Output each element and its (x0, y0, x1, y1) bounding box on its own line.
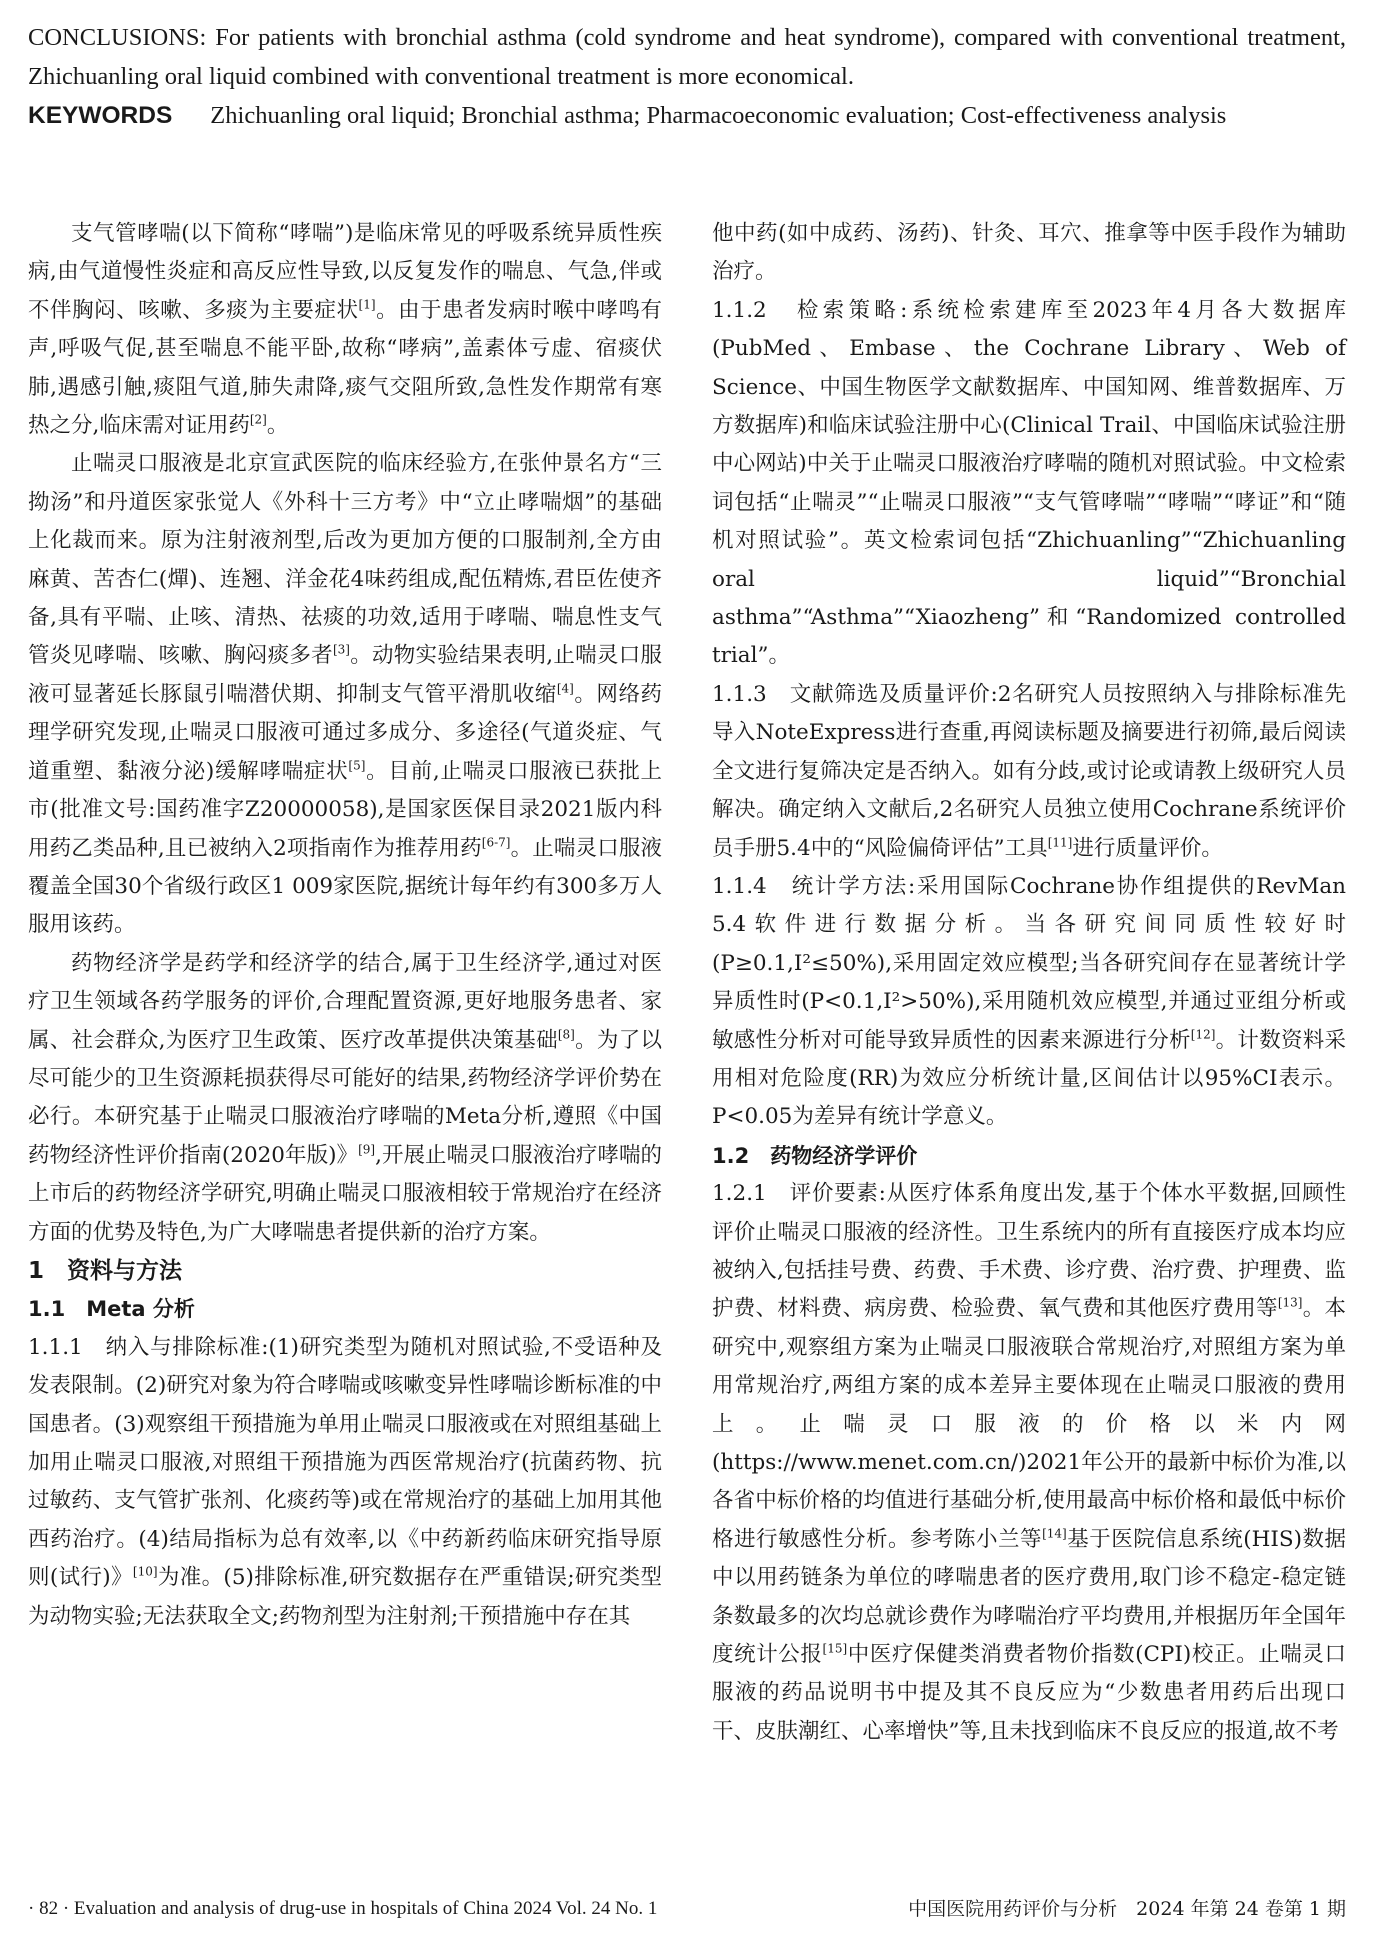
footer-journal-cn: 中国医院用药评价与分析 2024 年第 24 卷第 1 期 (908, 1898, 1346, 1920)
section-heading-1: 1 资料与方法 (28, 1257, 183, 1284)
keywords-line (28, 96, 1346, 135)
footer-journal-en: · 82 · Evaluation and analysis of drug-use in hospitals of China 2024 Vol. 24 No. 1 (28, 1898, 658, 1919)
citation: [13] (1277, 1295, 1303, 1310)
section-1-1-1: 1.1.1 纳入与排除标准:(1)研究类型为随机对照试验,不受语种及发表限制。(2)研究对象为符合哮喘或咳嗽变异性哮喘诊断标准的中国患者。(3)观察组干预措施为单用止喘灵口服液或在对照组基础上加用止喘灵口服液,对照组干预措施为西医常规治疗(抗菌药物、抗过敏药、支气管扩张剂、化痰药等)或在常规治疗的基础上加用其他西药治疗。(4)结局指标为总有效率,以《中药新药临床研究指导原则(试行)》[10]为准。(5)排除标准,研究数据存在严重错误;研究类型为动物实验;无法获取全文;药物剂型为注射剂;干预措施中存在其 (28, 1334, 662, 1629)
conclusions-text: CONCLUSIONS: For patients with bronchial asthma (cold syndrome and heat syndrome), compared with conventional treatment, Zhichuanling oral liquid combined with conventional treatment is more economical. (28, 24, 1346, 90)
intro-paragraph-1: 支气管哮喘(以下简称“哮喘”)是临床常见的呼吸系统异质性疾病,由气道慢性炎症和高反应性导致,以反复发作的喘息、气急,伴或不伴胸闷、咳嗽、多痰为主要症状[1]。由于患者发病时喉中哮鸣有声,呼吸气促,甚至喘息不能平卧,故称“哮病”,盖素体亏虚、宿痰伏肺,遇感引触,痰阻气道,肺失肃降,痰气交阻所致,急性发作期常有寒热之分,临床需对证用药[2]。 (28, 221, 662, 439)
citation: [9] (358, 1142, 376, 1157)
citation: [8] (557, 1027, 575, 1042)
citation: [2] (249, 412, 267, 427)
section-1-1-3: 1.1.3 文献筛选及质量评价:2名研究人员按照纳入与排除标准先导入NoteExpress进行查重,再阅读标题及摘要进行初筛,最后阅读全文进行复筛决定是否纳入。如有分歧,或讨论或请教上级研究人员解决。确定纳入文献后,2名研究人员独立使用Cochrane系统评价员手册5.4中的“风险偏倚评估”工具[11]进行质量评价。 (712, 681, 1346, 861)
section-heading-1-1: 1.1 Meta 分析 (28, 1297, 195, 1322)
citation: [3] (332, 643, 350, 658)
intro-paragraph-3: 药物经济学是药学和经济学的结合,属于卫生经济学,通过对医疗卫生领域各药学服务的评价,合理配置资源,更好地服务患者、家属、社会群众,为医疗卫生政策、医疗改革提供决策基础[8]。为了以尽可能少的卫生资源耗损获得尽可能好的结果,药物经济学评价势在必行。本研究基于止喘灵口服液治疗哮喘的Meta分析,遵照《中国药物经济性评价指南(2020年版)》[9],开展止喘灵口服液治疗哮喘的上市后的药物经济学研究,明确止喘灵口服液相较于常规治疗在经济方面的优势及特色,为广大哮喘患者提供新的治疗方案。 (28, 950, 662, 1245)
abstract-block (28, 18, 1346, 135)
citation: [5] (348, 758, 366, 773)
section-heading-1-2: 1.2 药物经济学评价 (712, 1143, 918, 1168)
citation: [15] (822, 1641, 848, 1656)
citation: [1] (358, 297, 376, 312)
right-column (712, 215, 1346, 1751)
section-1-2-1: 1.2.1 评价要素:从医疗体系角度出发,基于个体水平数据,回顾性评价止喘灵口服液的经济性。卫生系统内的所有直接医疗成本均应被纳入,包括挂号费、药费、手术费、诊疗费、治疗费、护理费、监护费、材料费、病房费、检验费、氧气费和其他医疗费用等[13]。本研究中,观察组方案为止喘灵口服液联合常规治疗,对照组方案为单用常规治疗,两组方案的成本差异主要体现在止喘灵口服液的费用上。止喘灵口服液的价格以米内网(https://www.menet.com.cn/)2021年公开的最新中标价为准,以各省中标价格的均值进行基础分析,使用最高中标价格和最低中标价格进行敏感性分析。参考陈小兰等[14]基于医院信息系统(HIS)数据中以用药链条为单位的哮喘患者的医疗费用,取门诊不稳定-稳定链条数最多的次均总就诊费作为哮喘治疗平均费用,并根据历年全国年度统计公报[15]中医疗保健类消费者物价指数(CPI)校正。止喘灵口服液的药品说明书中提及其不良反应为“少数患者用药后出现口干、皮肤潮红、心率增快”等,且未找到临床不良反应的报道,故不考 (712, 1181, 1346, 1744)
continued-paragraph: 他中药(如中成药、汤药)、针灸、耳穴、推拿等中医手段作为辅助治疗。 (712, 221, 1346, 285)
section-1-1-2: 1.1.2 检索策略:系统检索建库至2023年4月各大数据库(PubMed、Embase、the Cochrane Library、Web of Science、中国生物医学文献数据库、中国知网、维普数据库、万方数据库)和临床试验注册中心(Clinical Trail、中国临床试验注册中心网站)中关于止喘灵口服液治疗哮喘的随机对照试验。中文检索词包括“止喘灵”“止喘灵口服液”“支气管哮喘”“哮喘”“哮证”和“随机对照试验”。英文检索词包括“Zhichuanling”“Zhichuanling oral liquid”“Bronchial asthma”“Asthma”“Xiaozheng”和“Randomized controlled trial”。 (712, 297, 1346, 669)
citation: [4] (556, 681, 574, 696)
citation: [10] (132, 1564, 158, 1579)
citation: [6-7] (481, 835, 511, 850)
section-1-1-4: 1.1.4 统计学方法:采用国际Cochrane协作组提供的RevMan 5.4软件进行数据分析。当各研究间同质性较好时(P≥0.1,I²≤50%),采用固定效应模型;当各研究间存在显著统计学异质性时(P<0.1,I²>50%),采用随机效应模型,并通过亚组分析或敏感性分析对可能导致异质性的因素来源进行分析[12]。计数资料采用相对危险度(RR)为效应分析统计量,区间估计以95%CI表示。P<0.05为差异有统计学意义。 (712, 873, 1346, 1130)
left-column (28, 215, 662, 1636)
citation: [14] (1042, 1526, 1067, 1541)
keywords-label: KEYWORDS (28, 102, 173, 129)
citation: [11] (1047, 835, 1073, 850)
keywords-text: Zhichuanling oral liquid; Bronchial asthma; Pharmacoeconomic evaluation; Cost-effectiveness analysis (210, 102, 1227, 129)
intro-paragraph-2: 止喘灵口服液是北京宣武医院的临床经验方,在张仲景名方“三拗汤”和丹道医家张觉人《外科十三方考》中“立止哮喘烟”的基础上化裁而来。原为注射液剂型,后改为更加方便的口服制剂,全方由麻黄、苦杏仁(燀)、连翘、洋金花4味药组成,配伍精炼,君臣佐使齐备,具有平喘、止咳、清热、祛痰的功效,适用于哮喘、喘息性支气管炎见哮喘、咳嗽、胸闷痰多者[3]。动物实验结果表明,止喘灵口服液可显著延长豚鼠引喘潜伏期、抑制支气管平滑肌收缩[4]。网络药理学研究发现,止喘灵口服液可通过多成分、多途径(气道炎症、气道重塑、黏液分泌)缓解哮喘症状[5]。目前,止喘灵口服液已获批上市(批准文号:国药准字Z20000058),是国家医保目录2021版内科用药乙类品种,且已被纳入2项指南作为推荐用药[6-7]。止喘灵口服液覆盖全国30个省级行政区1 009家医院,据统计每年约有300多万人服用该药。 (28, 451, 662, 938)
citation: [12] (1190, 1027, 1216, 1042)
